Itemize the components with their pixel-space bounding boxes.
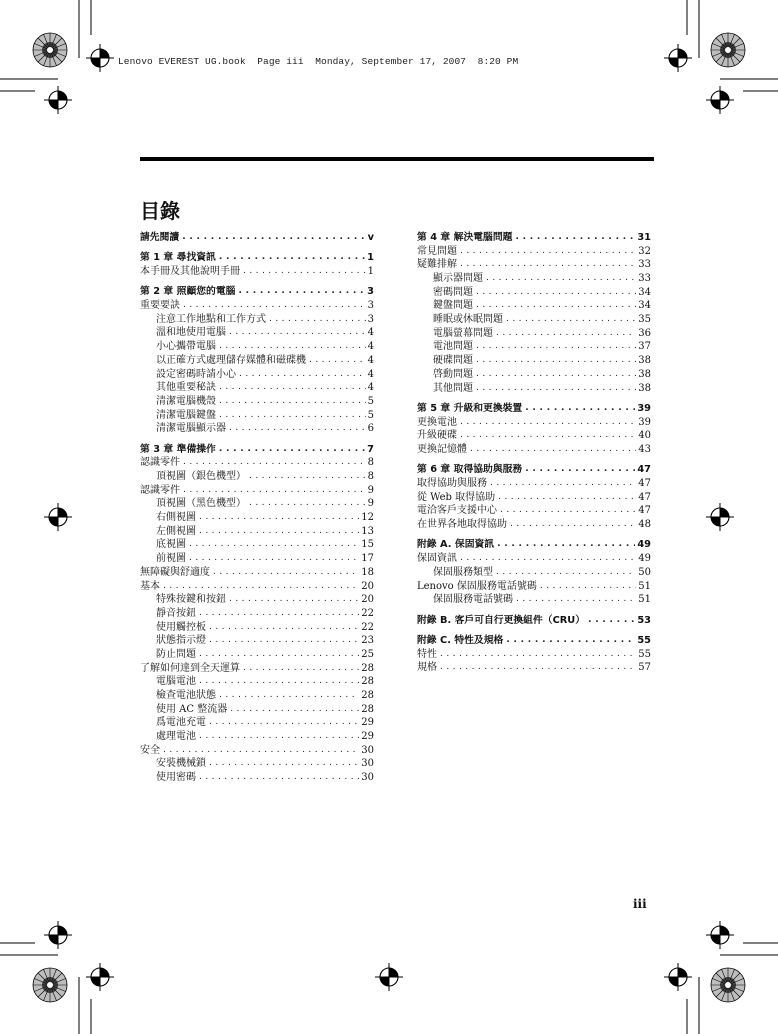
registration-mark-bottom-left-2 — [44, 921, 72, 949]
dot-leader — [189, 552, 359, 566]
top-rule — [140, 157, 654, 161]
dot-leader — [486, 272, 636, 286]
toc-entry-label: 其他重要秘訣 — [156, 382, 216, 394]
toc-entry-label: 使用觸控板 — [156, 621, 206, 633]
toc-entry-label: 防止問題 — [156, 648, 196, 660]
toc-entry[interactable] — [417, 416, 651, 430]
dot-leader — [476, 286, 636, 300]
toc-entry-label: 更換電池 — [417, 416, 457, 428]
toc-subentry[interactable] — [140, 607, 374, 621]
toc-page-number: 23 — [361, 635, 374, 647]
page-title: 目錄 — [140, 199, 180, 223]
toc-subentry[interactable] — [140, 758, 374, 772]
toc-entry-label: 安全 — [140, 744, 160, 756]
toc-page-number: 39 — [637, 402, 651, 414]
toc-entry-label: 升級硬碟 — [417, 430, 457, 442]
dot-leader — [515, 231, 635, 245]
toc-entry-label: 使用 AC 整流器 — [156, 703, 228, 715]
toc-entry-label: 狀態指示燈 — [156, 635, 206, 647]
toc-subentry[interactable] — [140, 354, 374, 368]
page-number: iii — [633, 897, 647, 911]
dot-leader — [239, 368, 366, 382]
toc-page-number: 38 — [638, 368, 651, 380]
toc-entry-label: 前視圖 — [156, 553, 186, 565]
toc-page-number: 4 — [367, 382, 374, 394]
toc-page-number: 50 — [638, 566, 651, 578]
toc-subentry[interactable] — [140, 525, 374, 539]
dot-leader — [230, 703, 359, 717]
toc-page-number: 7 — [367, 443, 374, 455]
dot-leader — [213, 566, 359, 580]
dot-leader — [497, 538, 635, 552]
toc-entry-label: 溫和地使用電腦 — [156, 327, 226, 339]
toc-page-number: 28 — [361, 676, 374, 688]
toc-entry-label: 重要要訣 — [140, 300, 180, 312]
toc-subentry[interactable] — [140, 648, 374, 662]
toc-chapter-entry[interactable] — [140, 231, 374, 245]
toc-entry[interactable] — [417, 504, 651, 518]
toc-subentry[interactable] — [140, 552, 374, 566]
toc-page-number: 38 — [638, 382, 651, 394]
toc-page-number: 48 — [638, 519, 651, 531]
registration-mark-right-middle — [706, 503, 734, 531]
toc-entry-label: 電洽客戶支援中心 — [417, 505, 497, 517]
toc-page-number: 20 — [361, 580, 374, 592]
toc-entry[interactable] — [417, 580, 651, 594]
dot-leader — [476, 368, 636, 382]
toc-entry-label: 第 6 章 取得協助與服務 — [417, 464, 523, 476]
dot-leader — [525, 402, 635, 416]
toc-page-number: 38 — [638, 355, 651, 367]
dot-leader — [182, 231, 365, 245]
toc-page-number: 40 — [638, 430, 651, 442]
toc-page-number: v — [367, 231, 374, 243]
dot-leader — [476, 340, 636, 354]
dot-leader — [199, 675, 359, 689]
toc-subentry[interactable] — [140, 497, 374, 511]
registration-mark-top-right — [664, 44, 692, 72]
dot-leader — [209, 757, 359, 771]
toc-page-number: 49 — [637, 539, 651, 551]
toc-page-number: 37 — [638, 341, 651, 353]
dot-leader — [506, 313, 636, 327]
toc-entry-label: 小心攜帶電腦 — [156, 341, 216, 353]
toc-entry-label: 第 1 章 尋找資訊 — [140, 252, 216, 264]
toc-page-number: 29 — [361, 731, 374, 743]
dot-leader — [243, 265, 366, 279]
toc-entry-label: 常見問題 — [417, 245, 457, 257]
dot-leader — [540, 580, 636, 594]
toc-page-number: 4 — [367, 327, 374, 339]
toc-subentry[interactable] — [140, 368, 374, 382]
toc-page-number: 57 — [638, 662, 651, 674]
toc-entry-label: 清潔電腦鍵盤 — [156, 409, 216, 421]
toc-entry-label: 其他問題 — [433, 382, 473, 394]
toc-entry-label: 附錄 B. 客戶可自行更換組件（CRU） — [417, 614, 586, 626]
toc-entry-label: 設定密碼時請小心 — [156, 368, 236, 380]
star-target-bottom-left — [33, 968, 67, 1002]
dot-leader — [460, 429, 636, 443]
dot-leader — [219, 689, 359, 703]
toc-entry-label: 第 3 章 準備操作 — [140, 443, 216, 455]
dot-leader — [496, 327, 636, 341]
toc-page-number: 29 — [361, 717, 374, 729]
toc-entry-label: 更換記憶體 — [417, 443, 467, 455]
toc-page-number: 35 — [638, 314, 651, 326]
registration-mark-bottom-right-2 — [706, 921, 734, 949]
toc-page-number: 31 — [637, 231, 651, 243]
toc-subentry[interactable] — [140, 422, 374, 436]
toc-subentry[interactable] — [140, 621, 374, 635]
toc-subentry[interactable] — [140, 470, 374, 484]
toc-subentry[interactable] — [417, 341, 651, 355]
toc-page-number: 1 — [367, 266, 374, 278]
dot-leader — [183, 456, 366, 470]
registration-mark-bottom-middle — [375, 963, 403, 991]
toc-entry[interactable] — [140, 299, 374, 313]
toc-entry-label: 從 Web 取得協助 — [417, 491, 496, 503]
dot-leader — [183, 484, 366, 498]
toc-page-number: 8 — [367, 457, 374, 469]
dot-leader — [269, 313, 366, 327]
toc-entry-label: 顯示器問題 — [433, 273, 483, 285]
toc-entry[interactable] — [140, 580, 374, 594]
toc-subentry[interactable] — [417, 354, 651, 368]
dot-leader — [249, 497, 366, 511]
toc-chapter-entry[interactable] — [140, 285, 374, 299]
toc-entry-label: 安裝機械鎖 — [156, 758, 206, 770]
toc-page-number: 47 — [637, 464, 651, 476]
toc-page-number: 55 — [637, 634, 651, 646]
dot-leader — [476, 382, 636, 396]
toc-entry-label: 頂視圖（銀色機型） — [156, 471, 246, 483]
dot-leader — [516, 593, 636, 607]
toc-page-number: 15 — [361, 539, 374, 551]
toc-subentry[interactable] — [140, 675, 374, 689]
toc-page-number: 30 — [361, 772, 374, 784]
toc-entry-label: 處理電池 — [156, 731, 196, 743]
toc-page-number: 22 — [361, 607, 374, 619]
toc-subentry[interactable] — [417, 327, 651, 341]
registration-mark-bottom-left — [86, 963, 114, 991]
dot-leader — [229, 422, 366, 436]
toc-entry-label: 附錄 C. 特性及規格 — [417, 634, 504, 646]
toc-entry-label: 本手冊及其他說明手冊 — [140, 266, 240, 278]
dot-leader — [500, 504, 636, 518]
toc-entry[interactable] — [417, 258, 651, 272]
toc-page-number: 55 — [638, 648, 651, 660]
toc-subentry[interactable] — [140, 511, 374, 525]
toc-entry-label: 右側視圖 — [156, 512, 196, 524]
toc-entry-label: 第 4 章 解決電腦問題 — [417, 231, 513, 243]
dot-leader — [219, 340, 366, 354]
toc-subentry[interactable] — [140, 730, 374, 744]
dot-leader — [476, 354, 636, 368]
dot-leader — [440, 648, 636, 662]
toc-entry[interactable] — [417, 429, 651, 443]
dot-leader — [506, 634, 635, 648]
dot-leader — [490, 477, 636, 491]
toc-entry[interactable] — [140, 566, 374, 580]
toc-subentry[interactable] — [417, 566, 651, 580]
toc-page-number: 47 — [638, 491, 651, 503]
toc-page-number: 8 — [367, 471, 374, 483]
toc-entry-label: 電腦螢幕問題 — [433, 327, 493, 339]
toc-page-number: 30 — [361, 744, 374, 756]
toc-entry[interactable] — [140, 484, 374, 498]
dot-leader — [460, 416, 636, 430]
toc-subentry[interactable] — [417, 272, 651, 286]
registration-mark-top-left-2 — [44, 86, 72, 114]
dot-leader — [199, 730, 359, 744]
toc-entry[interactable] — [417, 661, 651, 675]
toc-page-number: 47 — [638, 478, 651, 490]
toc-chapter-entry[interactable] — [417, 634, 651, 648]
dot-leader — [163, 580, 359, 594]
toc-page-number: 47 — [638, 505, 651, 517]
toc-subentry[interactable] — [140, 716, 374, 730]
dot-leader — [199, 607, 359, 621]
toc-entry-label: 爲電池充電 — [156, 717, 206, 729]
toc-subentry[interactable] — [417, 299, 651, 313]
toc-chapter-entry[interactable] — [417, 402, 651, 416]
toc-page-number: 36 — [638, 327, 651, 339]
dot-leader — [209, 634, 359, 648]
dot-leader — [476, 299, 636, 313]
dot-leader — [219, 395, 366, 409]
registration-mark-top-right-2 — [706, 86, 734, 114]
toc-entry-label: 疑難排解 — [417, 259, 457, 271]
toc-entry-label: 第 5 章 升級和更換裝置 — [417, 402, 523, 414]
dot-leader — [309, 354, 366, 368]
toc-page-number: 51 — [638, 580, 651, 592]
toc-page-number: 33 — [638, 273, 651, 285]
toc-subentry[interactable] — [140, 340, 374, 354]
toc-chapter-entry[interactable] — [417, 614, 651, 628]
dot-leader — [460, 245, 636, 259]
toc-entry-label: 啓動問題 — [433, 368, 473, 380]
toc-subentry[interactable] — [140, 313, 374, 327]
toc-subentry[interactable] — [140, 689, 374, 703]
dot-leader — [588, 614, 635, 628]
toc-entry-label: 使用密碼 — [156, 772, 196, 784]
toc-entry[interactable] — [417, 477, 651, 491]
dot-leader — [209, 716, 359, 730]
toc-subentry[interactable] — [140, 593, 374, 607]
dot-leader — [496, 566, 636, 580]
toc-entry-label: 注意工作地點和工作方式 — [156, 313, 266, 325]
toc-entry-label: 附錄 A. 保固資訊 — [417, 539, 495, 551]
toc-entry-label: 無障礙與舒適度 — [140, 566, 210, 578]
toc-entry-label: 認識零件 — [140, 484, 180, 496]
toc-entry[interactable] — [140, 265, 374, 279]
toc-page-number: 4 — [367, 341, 374, 353]
dot-leader — [163, 744, 359, 758]
toc-entry-label: 清潔電腦機殼 — [156, 395, 216, 407]
dot-leader — [229, 593, 359, 607]
toc-page-number: 5 — [367, 395, 374, 407]
toc-left-column — [140, 231, 374, 785]
dot-leader — [199, 511, 359, 525]
toc-entry-label: 睡眠或休眠問題 — [433, 314, 503, 326]
toc-page-number: 18 — [361, 566, 374, 578]
toc-subentry[interactable] — [140, 771, 374, 785]
toc-page-number: 6 — [367, 423, 374, 435]
toc-entry-label: 了解如何達到全天運算 — [140, 662, 240, 674]
toc-subentry[interactable] — [140, 703, 374, 717]
toc-page-number: 20 — [361, 594, 374, 606]
dot-leader — [510, 518, 636, 532]
toc-entry[interactable] — [417, 648, 651, 662]
toc-entry-label: 特殊按鍵和按鈕 — [156, 594, 226, 606]
toc-subentry[interactable] — [417, 593, 651, 607]
dot-leader — [440, 661, 636, 675]
toc-entry[interactable] — [417, 443, 651, 457]
toc-entry-label: 第 2 章 照顧您的電腦 — [140, 286, 236, 298]
toc-subentry[interactable] — [140, 409, 374, 423]
toc-subentry[interactable] — [140, 634, 374, 648]
toc-chapter-entry[interactable] — [417, 539, 651, 553]
dot-leader — [199, 648, 359, 662]
dot-leader — [238, 285, 365, 299]
toc-entry[interactable] — [140, 744, 374, 758]
toc-subentry[interactable] — [417, 382, 651, 396]
toc-page-number: 28 — [361, 703, 374, 715]
dot-leader — [219, 409, 366, 423]
toc-entry-label: 取得協助與服務 — [417, 478, 487, 490]
toc-subentry[interactable] — [140, 327, 374, 341]
toc-page-number: 28 — [361, 690, 374, 702]
dot-leader — [219, 251, 365, 265]
toc-page-number: 4 — [367, 368, 374, 380]
toc-entry[interactable] — [417, 552, 651, 566]
dot-leader — [199, 525, 359, 539]
toc-page-number: 51 — [638, 594, 651, 606]
toc-page-number: 1 — [367, 252, 374, 264]
dot-leader — [219, 443, 365, 457]
registration-mark-top-left — [86, 44, 114, 72]
toc-page-number: 28 — [361, 662, 374, 674]
toc-subentry[interactable] — [140, 395, 374, 409]
toc-entry-label: 特性 — [417, 648, 437, 660]
toc-page-number: 34 — [638, 300, 651, 312]
toc-page-number: 4 — [367, 354, 374, 366]
toc-entry-label: 靜音按鈕 — [156, 607, 196, 619]
toc-page-number: 3 — [367, 313, 374, 325]
star-target-top-right — [711, 33, 745, 67]
toc-page-number: 3 — [367, 286, 374, 298]
toc-entry-label: 密碼問題 — [433, 286, 473, 298]
toc-page-number: 39 — [638, 416, 651, 428]
toc-entry-label: 規格 — [417, 662, 437, 674]
toc-page-number: 17 — [361, 553, 374, 565]
toc-entry[interactable] — [140, 456, 374, 470]
toc-entry[interactable] — [417, 491, 651, 505]
toc-entry-label: 頂視圖（黑色機型） — [156, 498, 246, 510]
toc-page-number: 43 — [638, 443, 651, 455]
dot-leader — [243, 662, 359, 676]
toc-page-number: 33 — [638, 259, 651, 271]
toc-entry-label: 電腦電池 — [156, 676, 196, 688]
toc-page-number: 3 — [367, 300, 374, 312]
toc-entry-label: 在世界各地取得協助 — [417, 519, 507, 531]
toc-entry-label: 左側視圖 — [156, 525, 196, 537]
dot-leader — [209, 621, 359, 635]
toc-entry-label: 保固資訊 — [417, 553, 457, 565]
registration-mark-left-middle — [44, 503, 72, 531]
star-target-bottom-right — [711, 968, 745, 1002]
toc-page-number: 53 — [637, 614, 651, 626]
dot-leader — [498, 491, 636, 505]
dot-leader — [199, 771, 359, 785]
toc-page-number: 34 — [638, 286, 651, 298]
toc-page-number: 5 — [367, 409, 374, 421]
toc-entry[interactable] — [417, 518, 651, 532]
toc-chapter-entry[interactable] — [417, 231, 651, 245]
toc-entry-label: 保固服務電話號碼 — [433, 594, 513, 606]
print-header: Lenovo EVEREST UG.book Page iii Monday, September 17, 2007 8:20 PM — [118, 56, 519, 67]
toc-page-number: 9 — [367, 484, 374, 496]
toc-chapter-entry[interactable] — [140, 443, 374, 457]
toc-entry-label: 以正確方式處理儲存媒體和磁碟機 — [156, 354, 306, 366]
dot-leader — [229, 326, 366, 340]
toc-chapter-entry[interactable] — [417, 463, 651, 477]
toc-chapter-entry[interactable] — [140, 251, 374, 265]
dot-leader — [460, 258, 636, 272]
toc-page-number: 12 — [361, 512, 374, 524]
toc-subentry[interactable] — [417, 313, 651, 327]
toc-page-number: 49 — [638, 553, 651, 565]
toc-entry-label: 電池問題 — [433, 341, 473, 353]
dot-leader — [249, 470, 366, 484]
toc-subentry[interactable] — [140, 539, 374, 553]
toc-entry-label: 請先閱讀 — [140, 231, 180, 243]
toc-right-column — [417, 231, 651, 675]
toc-page-number: 32 — [638, 245, 651, 257]
toc-subentry[interactable] — [417, 368, 651, 382]
toc-page-number: 22 — [361, 621, 374, 633]
toc-entry[interactable] — [140, 662, 374, 676]
toc-entry-label: 底視圖 — [156, 539, 186, 551]
dot-leader — [525, 463, 635, 477]
toc-entry-label: Lenovo 保固服務電話號碼 — [417, 580, 537, 592]
toc-subentry[interactable] — [417, 286, 651, 300]
toc-entry-label: 基本 — [140, 580, 160, 592]
dot-leader — [460, 552, 636, 566]
star-target-top-left — [33, 33, 67, 67]
toc-page-number: 9 — [367, 498, 374, 510]
dot-leader — [470, 443, 636, 457]
toc-entry-label: 清潔電腦顯示器 — [156, 423, 226, 435]
toc-entry-label: 保固服務類型 — [433, 566, 493, 578]
registration-mark-bottom-right — [664, 963, 692, 991]
toc-entry-label: 硬碟問題 — [433, 355, 473, 367]
dot-leader — [183, 299, 366, 313]
toc-entry[interactable] — [417, 245, 651, 259]
toc-entry-label: 檢查電池狀態 — [156, 690, 216, 702]
toc-entry-label: 認識零件 — [140, 457, 180, 469]
toc-entry-label: 鍵盤問題 — [433, 300, 473, 312]
toc-subentry[interactable] — [140, 381, 374, 395]
toc-page-number: 25 — [361, 648, 374, 660]
dot-leader — [189, 538, 359, 552]
toc-page-number: 30 — [361, 758, 374, 770]
toc-page-number: 13 — [361, 525, 374, 537]
dot-leader — [219, 381, 366, 395]
